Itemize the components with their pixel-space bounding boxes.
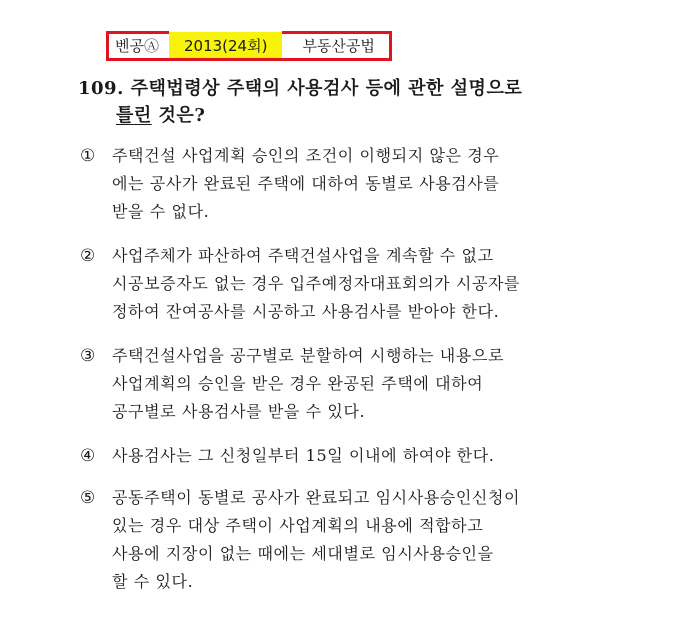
subject-label: 부동산공법 bbox=[282, 32, 388, 58]
option-text bbox=[112, 442, 600, 470]
option-line: 주택건설 사업계획 승인의 조건이 이행되지 않은 경우 bbox=[112, 146, 500, 165]
question-line-1 bbox=[78, 75, 598, 102]
question-text-1: 주택법령상 주택의 사용검사 등에 관한 설명으로 bbox=[130, 78, 523, 99]
option-line: 할 수 있다. bbox=[112, 572, 194, 591]
question-text-2: 것은? bbox=[151, 105, 206, 126]
question-line-2 bbox=[78, 102, 598, 129]
option-line: 사업계획의 승인을 받은 경우 완공된 주택에 대하여 bbox=[112, 374, 484, 393]
option-number: ② bbox=[80, 246, 96, 266]
exam-year-label: 2013(24회) bbox=[169, 32, 282, 58]
question-number: 109. bbox=[78, 78, 124, 99]
option-number: ④ bbox=[80, 446, 96, 466]
option-text bbox=[112, 484, 600, 596]
option-line: 주택건설사업을 공구별로 분할하여 시행하는 내용으로 bbox=[112, 346, 505, 365]
option-number: ⑤ bbox=[80, 488, 96, 508]
option-line: 받을 수 없다. bbox=[112, 202, 210, 221]
option-line: 공동주택이 동별로 공사가 완료되고 임시사용승인신청이 bbox=[112, 488, 521, 507]
question-keyword: 틀린 bbox=[116, 105, 152, 126]
answer-options bbox=[80, 142, 600, 612]
answer-option-1[interactable] bbox=[80, 142, 600, 226]
option-text bbox=[112, 142, 600, 226]
option-text bbox=[112, 342, 600, 426]
answer-option-2[interactable] bbox=[80, 242, 600, 326]
option-line: 사용에 지장이 없는 때에는 세대별로 임시사용승인을 bbox=[112, 544, 494, 563]
option-number: ③ bbox=[80, 346, 96, 366]
option-text bbox=[112, 242, 600, 326]
question-stem bbox=[78, 75, 598, 129]
option-line: 에는 공사가 완료된 주택에 대하여 동별로 사용검사를 bbox=[112, 174, 500, 193]
exam-header bbox=[106, 32, 392, 61]
option-line: 사업주체가 파산하여 주택건설사업을 계속할 수 없고 bbox=[112, 246, 494, 265]
answer-option-4[interactable] bbox=[80, 442, 600, 470]
publisher-label: 벤공Ⓐ bbox=[109, 32, 169, 58]
option-number: ① bbox=[80, 146, 96, 166]
answer-option-3[interactable] bbox=[80, 342, 600, 426]
option-line: 정하여 잔여공사를 시공하고 사용검사를 받아야 한다. bbox=[112, 302, 500, 321]
option-line: 공구별로 사용검사를 받을 수 있다. bbox=[112, 402, 366, 421]
answer-option-5[interactable] bbox=[80, 484, 600, 596]
option-line: 사용검사는 그 신청일부터 15일 이내에 하여야 한다. bbox=[112, 446, 495, 465]
option-line: 시공보증자도 없는 경우 입주예정자대표회의가 시공자를 bbox=[112, 274, 521, 293]
option-line: 있는 경우 대상 주택이 사업계획의 내용에 적합하고 bbox=[112, 516, 484, 535]
